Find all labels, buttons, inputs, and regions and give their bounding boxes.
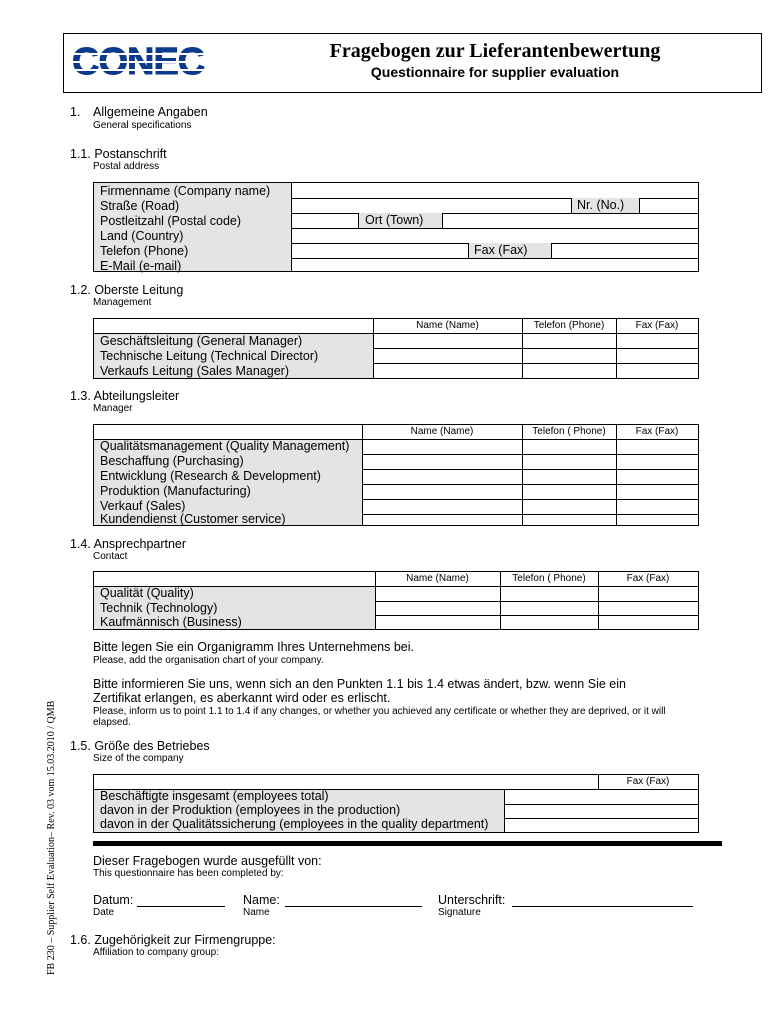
inform-en-2: elapsed. <box>93 717 131 728</box>
management-input-area[interactable] <box>374 334 698 378</box>
row-country: Land (Country) <box>100 229 184 243</box>
row-purchasing: Beschaffung (Purchasing) <box>100 454 244 468</box>
row-employees-production: davon in der Produktion (employees in the production) <box>100 803 401 817</box>
side-revision-text: FB 230 – Supplier Self Evaluation– Rev. 03 vom 15.03.2010 / QMB <box>46 700 57 975</box>
row-sales: Verkauf (Sales) <box>100 499 186 513</box>
manager-input-area[interactable] <box>363 440 698 525</box>
inform-en-1: Please, inform us to point 1.1 to 1.4 if any changes, or whether you achieved any certificate or whether they are deprived, or it will <box>93 706 666 717</box>
contact-table <box>93 571 699 630</box>
col-name: Name (Name) <box>416 320 479 331</box>
section-1-2-title: 1.2. Oberste Leitung <box>70 283 184 297</box>
company-name-field[interactable] <box>292 183 699 198</box>
date-field[interactable] <box>137 905 225 907</box>
row-employees-total: Beschäftigte insgesamt (employees total) <box>100 789 329 803</box>
label-number: Nr. (No.) <box>577 198 625 212</box>
row-business: Kaufmännisch (Business) <box>100 615 242 629</box>
fax-field[interactable] <box>551 243 699 258</box>
row-general-manager: Geschäftsleitung (General Manager) <box>100 334 303 348</box>
thick-separator <box>93 841 722 846</box>
section-1-3-title: 1.3. Abteilungsleiter <box>70 389 180 403</box>
org-chart-de: Bitte legen Sie ein Organigramm Ihres Unternehmens bei. <box>93 640 414 654</box>
road-field[interactable] <box>292 198 570 213</box>
date-label: Datum: <box>93 893 134 907</box>
country-field[interactable] <box>292 228 699 243</box>
col-name: Name (Name) <box>406 573 469 584</box>
section-1-6-sub: Affiliation to company group: <box>93 947 220 958</box>
section-1-5-title: 1.5. Größe des Betriebes <box>70 739 210 753</box>
section-1-1-sub: Postal address <box>93 161 160 172</box>
label-town: Ort (Town) <box>365 213 424 227</box>
number-field[interactable] <box>639 198 699 213</box>
date-label-en: Date <box>93 907 115 918</box>
col-phone: Telefon ( Phone) <box>512 573 586 584</box>
row-technology: Technik (Technology) <box>100 601 218 615</box>
org-chart-en: Please, add the organisation chart of your company. <box>93 655 324 666</box>
row-company-name: Firmenname (Company name) <box>100 184 271 198</box>
col-fax: Fax (Fax) <box>635 426 679 437</box>
email-field[interactable] <box>292 258 699 271</box>
section-1-sub: General specifications <box>93 120 192 131</box>
section-1-4-title: 1.4. Ansprechpartner <box>70 537 187 551</box>
company-size-input-area[interactable] <box>505 790 698 832</box>
inform-de-2: Zertifikat erlangen, es aberkannt wird oder es erlischt. <box>93 691 391 705</box>
management-table <box>93 318 699 379</box>
row-employees-quality: davon in der Qualitätssicherung (employees in the quality department) <box>100 817 489 831</box>
postal-address-table <box>93 182 699 272</box>
inform-de-1: Bitte informieren Sie uns, wenn sich an den Punkten 1.1 bis 1.4 etwas ändert, bzw. wenn Sie ein <box>93 677 626 691</box>
name-label-en: Name <box>243 907 270 918</box>
section-1-1-title: 1.1. Postanschrift <box>70 147 167 161</box>
row-phone: Telefon (Phone) <box>100 244 189 258</box>
col-fax: Fax (Fax) <box>626 776 670 787</box>
col-fax: Fax (Fax) <box>626 573 670 584</box>
name-label: Name: <box>243 893 280 907</box>
postal-code-field[interactable] <box>292 213 357 228</box>
title-de: Fragebogen zur Lieferantenbewertung <box>329 40 661 62</box>
signature-label: Unterschrift: <box>438 893 506 907</box>
name-field[interactable] <box>285 905 422 907</box>
manager-table <box>93 424 699 526</box>
row-road: Straße (Road) <box>100 199 180 213</box>
row-sales-manager: Verkaufs Leitung (Sales Manager) <box>100 364 289 378</box>
company-size-table <box>93 774 699 833</box>
contact-input-area[interactable] <box>376 587 698 629</box>
row-email: E-Mail (e-mail) <box>100 259 182 273</box>
signature-field[interactable] <box>512 905 693 907</box>
col-name: Name (Name) <box>410 426 474 437</box>
section-1-2-sub: Management <box>93 297 152 308</box>
col-fax: Fax (Fax) <box>635 320 679 331</box>
phone-field[interactable] <box>292 243 467 258</box>
svg-text:CONEC: CONEC <box>72 41 205 82</box>
row-manufacturing: Produktion (Manufacturing) <box>100 484 251 498</box>
section-1-6-title: 1.6. Zugehörigkeit zur Firmengruppe: <box>70 933 276 947</box>
row-customer-service: Kundendienst (Customer service) <box>100 512 286 526</box>
section-1-3-sub: Manager <box>93 403 133 414</box>
title-en: Questionnaire for supplier evaluation <box>370 64 620 80</box>
label-fax: Fax (Fax) <box>474 243 528 257</box>
section-1-number: 1. <box>70 105 81 119</box>
section-1-4-sub: Contact <box>93 551 128 562</box>
signature-label-en: Signature <box>438 907 481 918</box>
row-postal-code: Postleitzahl (Postal code) <box>100 214 242 228</box>
row-quality: Qualität (Quality) <box>100 586 194 600</box>
section-1-title: Allgemeine Angaben <box>93 105 208 119</box>
conec-logo <box>70 40 218 82</box>
completed-by-en: This questionnaire has been completed by: <box>93 868 284 879</box>
col-phone: Telefon ( Phone) <box>532 426 606 437</box>
row-research-development: Entwicklung (Research & Development) <box>100 469 321 483</box>
section-1-5-sub: Size of the company <box>93 753 184 764</box>
completed-by-de: Dieser Fragebogen wurde ausgefüllt von: <box>93 854 322 868</box>
row-technical-director: Technische Leitung (Technical Director) <box>100 349 319 363</box>
row-quality-management: Qualitätsmanagement (Quality Management) <box>100 439 350 453</box>
col-phone: Telefon (Phone) <box>533 320 605 331</box>
town-field[interactable] <box>442 213 699 228</box>
